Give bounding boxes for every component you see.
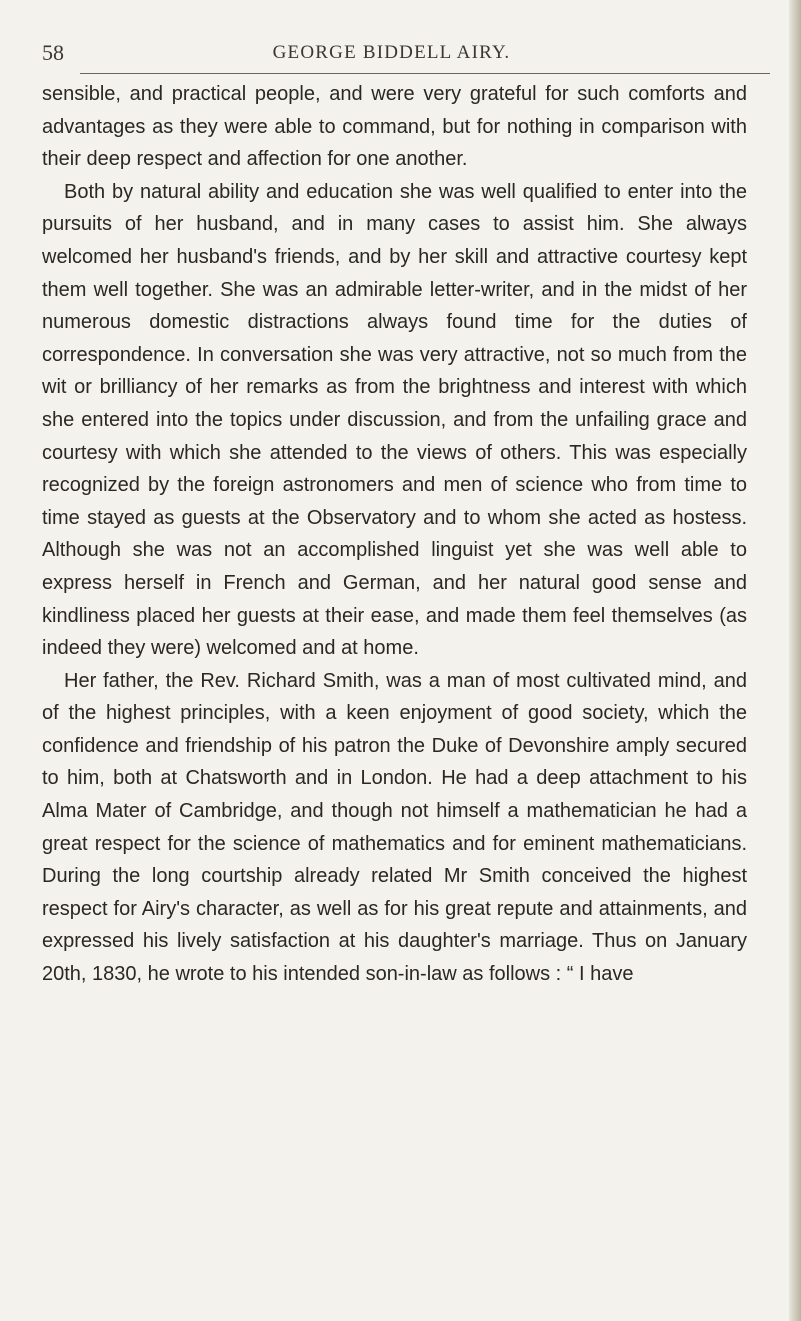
paragraph-1: sensible, and practical people, and were very grateful for such comforts and advantages as they were able to command, but for nothing in comparison with their deep respect and affection for one another. <box>42 83 747 171</box>
page-edge-shadow <box>789 0 801 1321</box>
running-title: GEORGE BIDDELL AIRY. <box>272 42 511 63</box>
header-rule <box>80 73 770 74</box>
paragraph-2: Both by natural ability and education she was well qualified to enter into the pursuits of her husband, and in many cases to assist him. She always welcomed her husband's friends, and by her skill and attractive courtesy kept them well together. She was an admirable letter-writer, and in the midst of her numerous domestic distractions always found time for the duties of correspondence. In conversation she was very attractive, not so much from the wit or brilliancy of her remarks as from the brightness and interest with which she entered into the topics under discussion, and from the unfailing grace and courtesy with which she attended to the views of others. This was especially recognized by the foreign astronomers and men of science who from time to time stayed as guests at the Observatory and to whom she acted as hostess. Although she was not an accomplished linguist yet she was well able to express herself in French and German, and her natural good sense and kindliness placed her guests at their ease, and made them feel themselves (as indeed they were) welcomed and at home. <box>42 180 747 660</box>
paragraph-3: Her father, the Rev. Richard Smith, was a man of most cultivated mind, and of the highest principles, with a keen enjoyment of good society, which the confidence and friendship of his patron the Duke of Devonshire amply secured to him, both at Chatsworth and in London. He had a deep attachment to his Alma Mater of Cambridge, and though not himself a mathematician he had a great respect for the science of mathematics and for eminent mathematicians. During the long courtship already related Mr Smith conceived the highest respect for Airy's character, as well as for his great repute and attainments, and expressed his lively satisfaction at his daughter's marriage. Thus on January 20th, 1830, he wrote to his intended son-in-law as follows : “ I have <box>42 669 747 986</box>
running-head <box>42 38 741 68</box>
page-number: 58 <box>42 40 64 65</box>
body-text <box>42 78 747 991</box>
